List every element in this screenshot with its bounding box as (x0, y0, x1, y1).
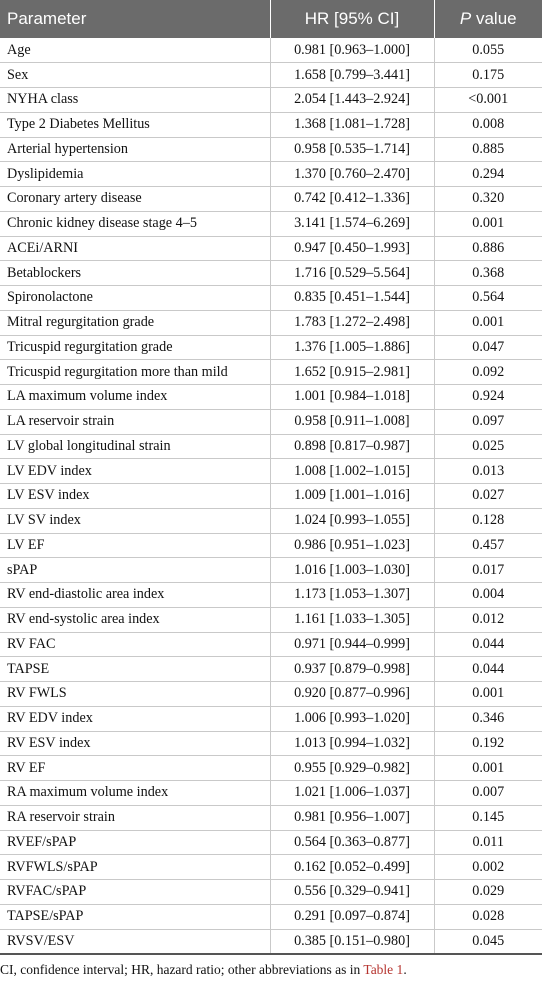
hr-ci-cell: 1.006 [0.993–1.020] (270, 706, 434, 731)
hr-ci-cell: 1.716 [0.529–5.564] (270, 261, 434, 286)
p-value-cell: 0.055 (434, 38, 542, 63)
p-value-cell: 0.011 (434, 830, 542, 855)
header-p-value (434, 0, 542, 38)
hr-ci-cell: 1.021 [1.006–1.037] (270, 781, 434, 806)
hr-ci-cell: 0.971 [0.944–0.999] (270, 632, 434, 657)
parameter-cell: RV ESV index (0, 731, 270, 756)
table-row (0, 236, 542, 261)
table-1-link[interactable]: Table 1 (363, 962, 404, 977)
parameter-cell: RA maximum volume index (0, 781, 270, 806)
table-row (0, 162, 542, 187)
parameter-cell: LV ESV index (0, 484, 270, 509)
parameter-cell: TAPSE/sPAP (0, 904, 270, 929)
hr-ci-cell: 1.376 [1.005–1.886] (270, 335, 434, 360)
parameter-cell: LV SV index (0, 508, 270, 533)
p-value-cell: 0.017 (434, 558, 542, 583)
parameter-cell: ACEi/ARNI (0, 236, 270, 261)
parameter-cell: TAPSE (0, 657, 270, 682)
table-row (0, 88, 542, 113)
parameter-cell: Sex (0, 63, 270, 88)
parameter-cell: Type 2 Diabetes Mellitus (0, 112, 270, 137)
parameter-cell: Dyslipidemia (0, 162, 270, 187)
table-row (0, 533, 542, 558)
parameter-cell: LA reservoir strain (0, 409, 270, 434)
table-row (0, 385, 542, 410)
p-value-cell: 0.886 (434, 236, 542, 261)
parameter-cell: LV EF (0, 533, 270, 558)
parameter-cell: Betablockers (0, 261, 270, 286)
parameter-cell: RV end-diastolic area index (0, 583, 270, 608)
table-body (0, 38, 542, 954)
hr-ci-cell: 0.291 [0.097–0.874] (270, 904, 434, 929)
parameter-cell: RV EDV index (0, 706, 270, 731)
p-value-cell: 0.002 (434, 855, 542, 880)
table-row (0, 360, 542, 385)
p-value-cell: 0.368 (434, 261, 542, 286)
parameter-cell: Coronary artery disease (0, 187, 270, 212)
hr-ci-cell: 0.981 [0.956–1.007] (270, 805, 434, 830)
table-row (0, 682, 542, 707)
hr-ci-cell: 0.162 [0.052–0.499] (270, 855, 434, 880)
hr-ci-cell: 1.368 [1.081–1.728] (270, 112, 434, 137)
table-row (0, 904, 542, 929)
table-row (0, 657, 542, 682)
table-row (0, 706, 542, 731)
parameter-cell: LA maximum volume index (0, 385, 270, 410)
hr-ci-cell: 0.937 [0.879–0.998] (270, 657, 434, 682)
footnote-end: . (403, 962, 407, 977)
header-hr-ci: HR [95% CI] (270, 0, 434, 38)
table-row (0, 484, 542, 509)
hr-ci-cell: 1.024 [0.993–1.055] (270, 508, 434, 533)
parameter-cell: RV EF (0, 756, 270, 781)
p-value-cell: 0.001 (434, 756, 542, 781)
parameter-cell: RVFWLS/sPAP (0, 855, 270, 880)
parameter-cell: Age (0, 38, 270, 63)
table-row (0, 632, 542, 657)
parameter-cell: LV EDV index (0, 459, 270, 484)
hr-ci-cell: 3.141 [1.574–6.269] (270, 211, 434, 236)
hr-ci-cell: 0.835 [0.451–1.544] (270, 286, 434, 311)
table-row (0, 310, 542, 335)
table-row (0, 38, 542, 63)
parameter-cell: RVSV/ESV (0, 929, 270, 954)
table-row (0, 607, 542, 632)
p-value-cell: 0.092 (434, 360, 542, 385)
hr-ci-cell: 1.783 [1.272–2.498] (270, 310, 434, 335)
table-row (0, 508, 542, 533)
p-value-cell: 0.564 (434, 286, 542, 311)
parameter-cell: RA reservoir strain (0, 805, 270, 830)
p-value-cell: 0.924 (434, 385, 542, 410)
p-value-cell: 0.028 (434, 904, 542, 929)
footnote-text: CI, confidence interval; HR, hazard ratio; other abbreviations as in (0, 962, 364, 977)
table-row (0, 137, 542, 162)
p-value-cell: 0.097 (434, 409, 542, 434)
hr-ci-cell: 1.658 [0.799–3.441] (270, 63, 434, 88)
header-p-italic: P (459, 9, 472, 28)
p-value-cell: 0.045 (434, 929, 542, 954)
p-value-cell: 0.001 (434, 310, 542, 335)
hr-ci-cell: 1.013 [0.994–1.032] (270, 731, 434, 756)
p-value-cell: 0.012 (434, 607, 542, 632)
p-value-cell: 0.025 (434, 434, 542, 459)
table-row (0, 583, 542, 608)
p-value-cell: 0.457 (434, 533, 542, 558)
hr-ci-cell: 1.173 [1.053–1.307] (270, 583, 434, 608)
hr-ci-cell: 0.958 [0.911–1.008] (270, 409, 434, 434)
p-value-cell: 0.044 (434, 657, 542, 682)
table-row (0, 929, 542, 954)
p-value-cell: 0.008 (434, 112, 542, 137)
p-value-cell: 0.346 (434, 706, 542, 731)
table-row (0, 261, 542, 286)
p-value-cell: 0.007 (434, 781, 542, 806)
table-row (0, 434, 542, 459)
table-row (0, 459, 542, 484)
p-value-cell: 0.145 (434, 805, 542, 830)
parameter-cell: Mitral regurgitation grade (0, 310, 270, 335)
table-row (0, 781, 542, 806)
hr-ci-cell: 0.385 [0.151–0.980] (270, 929, 434, 954)
header-p-rest: value (471, 9, 517, 28)
p-value-cell: 0.885 (434, 137, 542, 162)
p-value-cell: 0.047 (434, 335, 542, 360)
table-header (0, 0, 542, 38)
parameter-cell: Tricuspid regurgitation more than mild (0, 360, 270, 385)
p-value-cell: 0.192 (434, 731, 542, 756)
parameter-cell: RV FAC (0, 632, 270, 657)
table-footnote (0, 962, 542, 978)
hr-ci-cell: 1.001 [0.984–1.018] (270, 385, 434, 410)
parameter-cell: RVFAC/sPAP (0, 880, 270, 905)
parameter-cell: RV end-systolic area index (0, 607, 270, 632)
table-row (0, 286, 542, 311)
hr-ci-cell: 1.652 [0.915–2.981] (270, 360, 434, 385)
parameter-cell: RV FWLS (0, 682, 270, 707)
table-row (0, 335, 542, 360)
p-value-cell: 0.001 (434, 682, 542, 707)
hr-ci-cell: 0.955 [0.929–0.982] (270, 756, 434, 781)
table-row (0, 112, 542, 137)
p-value-cell: 0.044 (434, 632, 542, 657)
hr-ci-cell: 0.556 [0.329–0.941] (270, 880, 434, 905)
table-row (0, 63, 542, 88)
hr-ci-cell: 1.008 [1.002–1.015] (270, 459, 434, 484)
parameter-cell: LV global longitudinal strain (0, 434, 270, 459)
hr-ci-cell: 2.054 [1.443–2.924] (270, 88, 434, 113)
hr-ci-cell: 1.009 [1.001–1.016] (270, 484, 434, 509)
p-value-cell: 0.013 (434, 459, 542, 484)
hr-ci-cell: 0.564 [0.363–0.877] (270, 830, 434, 855)
table-row (0, 805, 542, 830)
p-value-cell: 0.029 (434, 880, 542, 905)
parameter-cell: NYHA class (0, 88, 270, 113)
p-value-cell: 0.294 (434, 162, 542, 187)
table-row (0, 756, 542, 781)
hr-ci-cell: 0.958 [0.535–1.714] (270, 137, 434, 162)
parameter-cell: Tricuspid regurgitation grade (0, 335, 270, 360)
table-row (0, 855, 542, 880)
hr-ci-cell: 0.947 [0.450–1.993] (270, 236, 434, 261)
table-row (0, 558, 542, 583)
header-parameter: Parameter (0, 0, 270, 38)
p-value-cell: 0.004 (434, 583, 542, 608)
hr-ci-cell: 0.742 [0.412–1.336] (270, 187, 434, 212)
parameter-cell: Arterial hypertension (0, 137, 270, 162)
hr-ci-cell: 0.981 [0.963–1.000] (270, 38, 434, 63)
parameter-cell: Spironolactone (0, 286, 270, 311)
p-value-cell: 0.320 (434, 187, 542, 212)
hr-ci-cell: 0.920 [0.877–0.996] (270, 682, 434, 707)
p-value-cell: 0.001 (434, 211, 542, 236)
table-row (0, 830, 542, 855)
p-value-cell: <0.001 (434, 88, 542, 113)
p-value-cell: 0.027 (434, 484, 542, 509)
p-value-cell: 0.175 (434, 63, 542, 88)
hr-ci-cell: 1.370 [0.760–2.470] (270, 162, 434, 187)
p-value-cell: 0.128 (434, 508, 542, 533)
table-row (0, 880, 542, 905)
hr-ci-cell: 0.986 [0.951–1.023] (270, 533, 434, 558)
table-row (0, 187, 542, 212)
parameter-cell: Chronic kidney disease stage 4–5 (0, 211, 270, 236)
hr-ci-cell: 0.898 [0.817–0.987] (270, 434, 434, 459)
table-row (0, 731, 542, 756)
table-row (0, 211, 542, 236)
hr-ci-cell: 1.161 [1.033–1.305] (270, 607, 434, 632)
parameter-cell: RVEF/sPAP (0, 830, 270, 855)
parameter-cell: sPAP (0, 558, 270, 583)
table-row (0, 409, 542, 434)
hr-ci-cell: 1.016 [1.003–1.030] (270, 558, 434, 583)
